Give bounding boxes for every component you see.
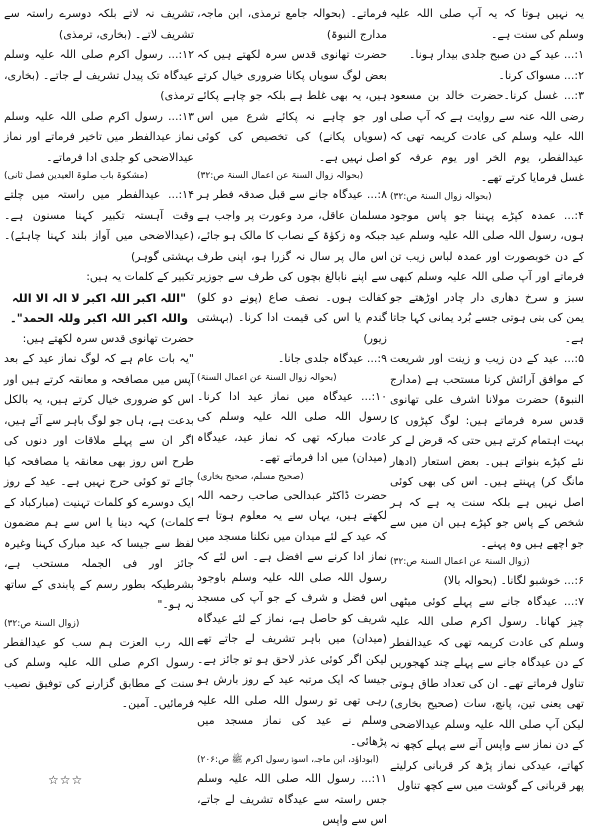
paragraph: ۱۴:... عیدالفطر میں راستہ میں چلتے وقت آہستہ تکبیر کہنا مسنون ہے۔ (عیدالاضحی میں آواز بلند کہنا چاہئے)۔ بہشتی گوہر) [4, 188, 194, 263]
reference-citation: (صحیح مسلم، صحیح بخاری) [197, 471, 304, 482]
paragraph: ۱۳:... رسول اکرم صلی اللہ علیہ وسلم نماز عیدالفطر میں تاخیر فرماتے اور نماز عیدالاضحی کو جلدی ادا فرماتے۔ [4, 109, 194, 164]
reference-citation: (بحوالہ زوال السنۃ ص:۳۲) [390, 191, 492, 202]
reference-citation: (زوال السنۃ عن اعمال السنۃ ص:۳۲) [390, 557, 530, 567]
reference-citation: (بحوالہ زوال السنۃ عن اعمال السنۃ ص:۳۲) [197, 171, 364, 181]
paragraph: ۶:... خوشبو لگانا۔ (بحوالہ بالا) [443, 574, 584, 587]
paragraph: ۹:... عیدگاہ جلدی جانا۔ [277, 352, 387, 365]
column-middle [197, 4, 387, 826]
column-right [390, 4, 586, 796]
paragraph: "یہ بات عام ہے کہ لوگ نماز عید کے بعد آپس میں مصافحہ و معانقہ کرتے ہیں اور اس کو ضروری خیال کرتے ہیں، یہ بالکل بدعت ہے، ہاں جو لوگ باہر سے آئے ہیں، اگر ان سے پہلے ملاقات اور دنوں کی طرح اس روز بھی معانقہ یا مصافحہ کیا جائے تو کوئی حرج نہیں ہے۔ عید کے روز ایک دوسرے کو کلمات تہنیت (مبارکباد کے کلمات) کہہ دینا یا اس سے ہم مضمون لفظ سے جیسا کہ عید مبارک کہنا وغیرہ جائز اور فی الجملہ مستحب ہے، بشرطیکہ بطور رسم کے پابندی کے ساتھ نہ ہو۔" [4, 352, 194, 611]
reference-citation: (مشکوۃ باب صلوۃ العیدین فصل ثانی) [4, 171, 148, 181]
paragraph: حضرت ڈاکٹر عبدالحی صاحب رحمہ اللہ لکھتے ہیں، یہاں سے یہ معلوم ہوتا ہے کہ عید کے لئے میدان میں نکلنا مسجد میں نماز ادا کرنے سے افضل ہے۔ اس لئے کہ رسول اللہ صلی اللہ علیہ وسلم باوجود اس فضل و شرف کے جو آپ کی مسجد شریف کو حاصل ہے، نماز کے لئے عیدگاہ (میدان) میں باہر تشریف لے جاتے تھے لیکن اگر کوئی عذر لاحق ہو تو جائز ہے۔ جیسا کہ ایک مرتبہ عید کے روز بارش ہو رہی تھی تو رسول اللہ صلی اللہ علیہ وسلم نے عید کی نماز مسجد میں پڑھائی۔ [197, 488, 387, 748]
paragraph: یہ نہیں ہوتا کہ یہ آپ صلی اللہ علیہ وسلم کی سنت ہے۔ [390, 7, 584, 41]
end-stars-ornament: ☆☆☆ [48, 773, 84, 787]
paragraph: ۱۲:... رسول اکرم صلی اللہ علیہ وسلم عیدگاہ تک پیدل تشریف لے جاتے۔ (بخاری، ترمذی) [4, 48, 194, 102]
reference-citation: (زوال السنۃ ص:۳۲) [4, 618, 80, 629]
paragraph: ۱۰:... عیدگاہ میں نماز عید ادا کرنا۔ رسول اللہ صلی اللہ علیہ وسلم کی عادت مبارکہ تھی کہ نماز عید، عیدگاہ (میدان) میں ادا فرماتے تھے۔ [197, 389, 387, 464]
paragraph: تشریف نہ لاتے بلکہ دوسرے راستہ سے تشریف لاتے۔ (بخاری، ترمذی) [4, 7, 194, 41]
paragraph: ۱:... عید کے دن صبح جلدی بیدار ہونا۔ [408, 48, 584, 61]
paragraph: اللہ رب العزت ہم سب کو عیدالفطر رسول اکرم صلی اللہ علیہ وسلم کی سنت کے مطابق گزارنے کی توفیق نصیب فرمائیں۔ آمین۔ [4, 635, 194, 710]
column-left [4, 4, 194, 796]
paragraph: ۷:... عیدگاہ جانے سے پہلے کوئی میٹھی چیز کھانا۔ رسول اکرم صلی اللہ علیہ وسلم کی عادت کریمہ تھی کہ عیدالفطر کے دن عیدگاہ جانے سے پہلے چند کھجوریں تناول فرماتے تھے۔ ان کی تعداد طاق ہوتی تھی یعنی تین، پانچ، سات (صحیح بخاری) لیکن آپ صلی اللہ علیہ وسلم عیدالاضحی کے دن نماز سے واپس آنے سے پہلے کچھ نہ کھاتے، عیدکی نماز پڑھ کر قربانی کرلیتے پھر قربانی کے گوشت میں سے کچھ تناول [390, 594, 584, 792]
paragraph: ۸:... عیدگاہ جانے سے قبل صدقہ فطر ہر مسلمان عاقل، مرد وعورت پر واجب ہے جبکہ وہ زکوٰۃ کے نصاب کا مالک ہو جائے، اس مال پر سال نہ گزرا ہو، اپنی طرف سے اپنے نابالغ بچوں کی طرف سے جوزیر کفالت ہوں۔ نصف صاع (پونے دو کلو) گندم یا اس کی قیمت ادا کرنا۔ (بہشتی زیور) [197, 188, 387, 345]
paragraph: تکبیر کے کلمات یہ ہیں: [86, 270, 194, 283]
reference-citation: (بحوالہ زوال السنۃ عن اعمال السنۃ) [197, 372, 337, 383]
takbeer-text: "اللہ اکبر اللہ اکبر لا الہ الا اللہ واللہ اکبر اللہ اکبر وللہ الحمد"۔ [9, 290, 189, 325]
paragraph: ۳:... غسل کرنا۔حضرت خالد بن مسعود رضی اللہ عنہ سے روایت ہے کہ آپ صلی اللہ علیہ وسلم کی عادت کریمہ تھی کہ عیدالفطر، یوم الخر اور یوم عرفہ کو غسل فرمایا کرتے تھے۔ [390, 89, 584, 184]
paragraph: ۲:... مسواک کرنا۔ [498, 68, 584, 82]
paragraph: ۱۱:... رسول اللہ صلی اللہ علیہ وسلم جس راستہ سے عیدگاہ تشریف لے جاتے، اس سے واپس [197, 772, 387, 826]
paragraph: ۵:... عید کے دن زیب و زینت اور شریعت کے موافق آرائش کرنا مستحب ہے (مدارج النبوۃ) حضرت مولانا اشرف علی تھانوی قدس سرہ فرماتے ہیں: لوگ کپڑوں کا بہت اہتمام کرتے ہیں حتی کہ قرض لے کر نئے کپڑے بنواتے ہیں۔ بعض استعار (ادھار مانگ کر) پہنتے ہیں۔ اس کی بھی کوئی اصل نہیں ہے بلکہ سنت یہ ہے کہ ہر شخص کے پاس جو کپڑے ہیں ان میں سے جو اچھے ہیں وہ پہنے۔ [390, 352, 584, 550]
paragraph: حضرت تھانوی قدس سرہ لکھتے ہیں کہ بعض لوگ سویاں پکانا ضروری خیال کرتے ہیں، یہ بھی غلط ہے بلکہ جو چاہے پکائے اور جو چاہے نہ پکائے شرع میں اس (سویاں پکانے) کی تخصیص کی کوئی اصل نہیں ہے۔ [197, 48, 387, 164]
paragraph: حضرت تھانوی قدس سرہ لکھتے ہیں: [22, 331, 194, 345]
paragraph: فرماتے۔ (بحوالہ جامع ترمذی، ابن ماجہ، مدارج النبوۃ) [197, 7, 387, 41]
paragraph: ۴:... عمدہ کپڑے پہننا جو پاس موجود ہوں، رسول اللہ صلی اللہ علیہ وسلم عید کے دن خوبصورت اور عمدہ لباس زیب تن فرماتے اور آپ صلی اللہ علیہ وسلم کبھی سبز و سرخ دھاری دار چادر اوڑھتے جو یمن کی بنی ہوتی جسے بُرد یمانی کہا جاتا ہے۔ [390, 208, 584, 345]
reference-citation: (ابوداؤد، ابن ماجہ، اسوۂ رسول اکرم ﷺ ص:۲۰۶) [197, 755, 379, 765]
